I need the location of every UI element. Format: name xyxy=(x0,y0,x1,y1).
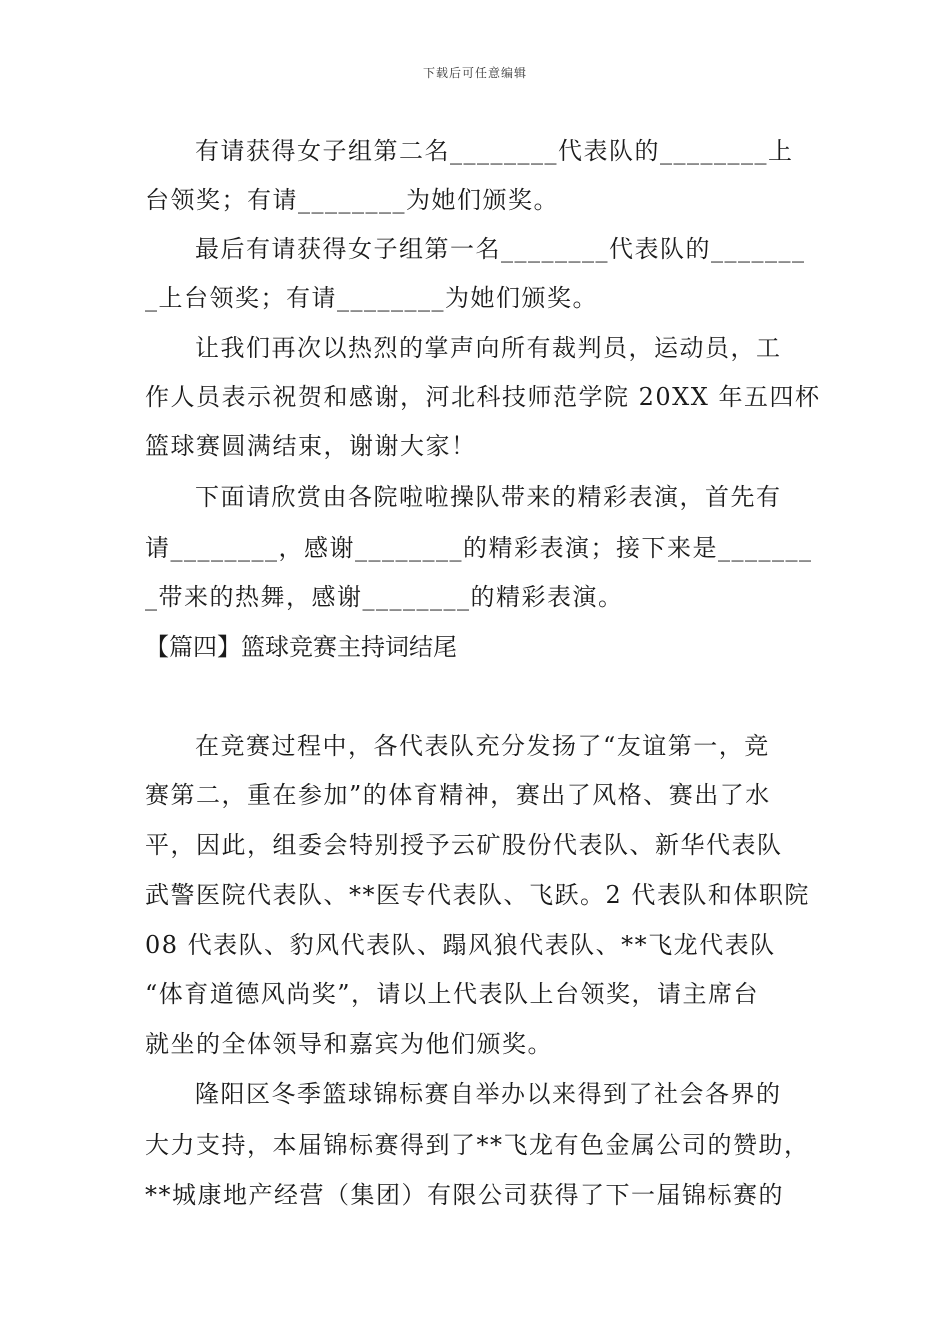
text-line: 台领奖；有请________为她们颁奖。 xyxy=(145,186,559,214)
text-line: 让我们再次以热烈的掌声向所有裁判员，运动员，工 xyxy=(195,334,782,362)
page-header: 下载后可任意编辑 xyxy=(422,66,527,80)
text-line: 请________，感谢________的精彩表演；接下来是_______ xyxy=(145,534,813,562)
text-line: “体育道德风尚奖”，请以上代表队上台领奖，请主席台 xyxy=(145,980,760,1008)
text-line: 作人员表示祝贺和感谢，河北科技师范学院 20XX 年五四杯 xyxy=(145,383,821,411)
text-line: _上台领奖；有请________为她们颁奖。 xyxy=(145,284,598,312)
text-line: 下面请欣赏由各院啦啦操队带来的精彩表演，首先有 xyxy=(195,483,782,511)
text-line: _带来的热舞，感谢________的精彩表演。 xyxy=(145,583,624,611)
text-line: 大力支持，本届锦标赛得到了**飞龙有色金属公司的赞助， xyxy=(145,1131,810,1159)
text-line: 在竞赛过程中，各代表队充分发扬了“友谊第一，竞 xyxy=(195,732,770,760)
text-line: 平，因此，组委会特别授予云矿股份代表队、新华代表队 xyxy=(145,831,783,859)
text-line: 最后有请获得女子组第一名________代表队的_______ xyxy=(195,235,806,263)
text-line: 隆阳区冬季篮球锦标赛自举办以来得到了社会各界的 xyxy=(195,1080,782,1108)
text-line: 篮球赛圆满结束，谢谢大家！ xyxy=(145,432,477,460)
text-line: 就坐的全体领导和嘉宾为他们颁奖。 xyxy=(145,1030,553,1058)
section-heading: 【篇四】篮球竞赛主持词结尾 xyxy=(145,633,457,661)
text-line: 有请获得女子组第二名________代表队的________上 xyxy=(195,137,794,165)
text-line: **城康地产经营（集团）有限公司获得了下一届锦标赛的 xyxy=(145,1181,784,1209)
text-line: 武警医院代表队、**医专代表队、飞跃。2 代表队和体职院 xyxy=(145,881,810,909)
text-line: 赛第二，重在参加”的体育精神，赛出了风格、赛出了水 xyxy=(145,781,771,809)
text-line: 08 代表队、豹风代表队、蹋风狼代表队、**飞龙代表队 xyxy=(145,931,776,959)
